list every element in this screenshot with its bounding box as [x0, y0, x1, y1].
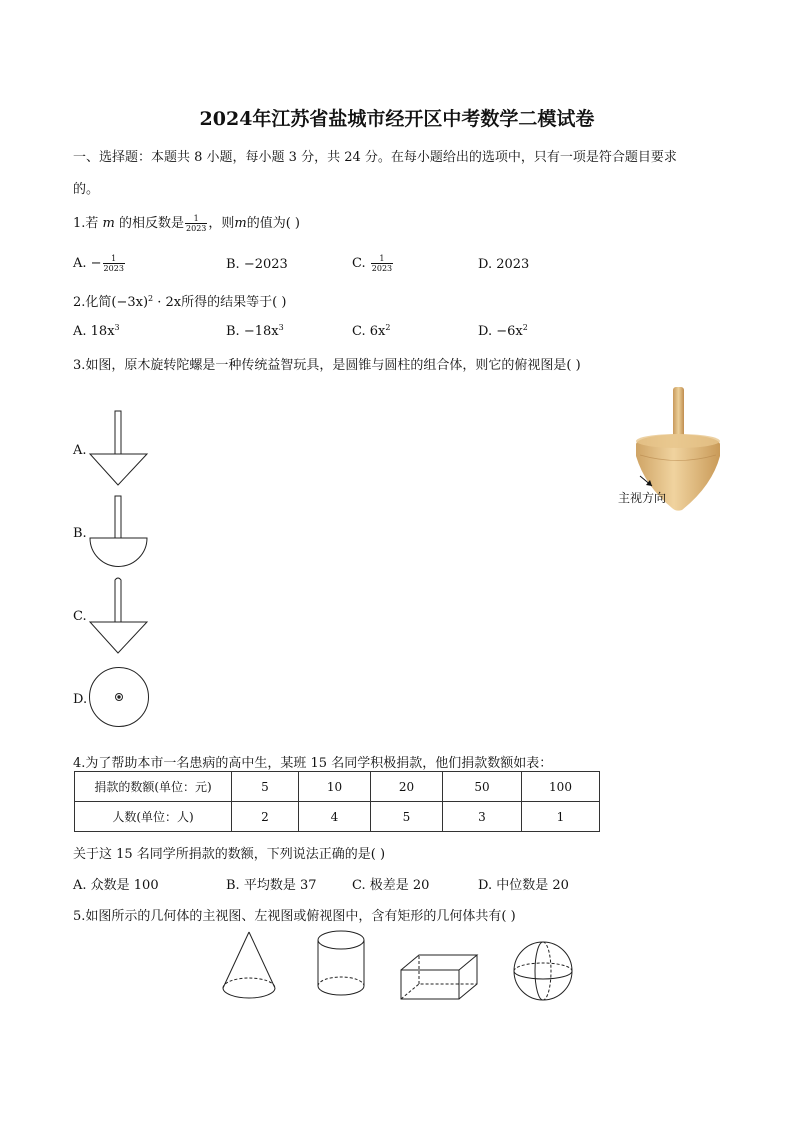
q1-option-a-label: A. −: [73, 256, 102, 271]
q3-option-c-label: C.: [73, 609, 87, 624]
table-cell: 2: [232, 802, 299, 832]
table-cell: 5: [371, 802, 443, 832]
q2-option-c-exp: 2: [385, 323, 391, 332]
q4-option-b: B. 平均数是 37: [226, 878, 317, 893]
q5-cuboid-side: [459, 955, 477, 999]
q2-option-d-exp: 2: [522, 323, 528, 332]
q5-sphere-equator-front: [514, 971, 572, 979]
q2-option-d-text: D. −6x: [478, 324, 523, 339]
table-cell: 10: [299, 772, 371, 802]
q3-figure-b-stem: [115, 496, 121, 538]
spinning-top-top-face: [636, 434, 720, 448]
q2-option-a-text: A. 18x: [73, 324, 115, 339]
table-cell: 50: [443, 772, 522, 802]
q3-option-a-label: A.: [73, 443, 87, 458]
q1-prefix: 1.若: [73, 216, 103, 231]
q3-figure-d-dot: [118, 696, 120, 698]
q3-figure-c-cone: [90, 622, 147, 653]
q3-figure-d: [90, 668, 149, 727]
q5-cone: [223, 932, 275, 998]
q1-option-c-num: 1: [371, 254, 393, 264]
q1-option-a-den: 2023: [103, 264, 124, 273]
q2-stem-b: · 2x所得的结果等于( ): [153, 295, 287, 310]
q5-cone-base-front: [223, 988, 275, 998]
q5-sphere-meridian-back: [543, 942, 551, 1000]
page-title: 2024年江苏省盐城市经开区中考数学二模试卷: [199, 108, 595, 130]
q5-sphere-meridian-front: [535, 942, 543, 1000]
q5-stem: 5.如图所示的几何体的主视图、左视图或俯视图中，含有矩形的几何体共有( ): [73, 909, 516, 924]
q4-option-c: C. 极差是 20: [352, 878, 430, 893]
q1-option-c-den: 2023: [371, 264, 393, 273]
q3-figure-c-stem: [115, 578, 121, 622]
q2-option-a-exp: 3: [114, 323, 120, 332]
q5-cylinder-base-front: [318, 986, 364, 995]
q4-stem: 4.为了帮助本市一名患病的高中生，某班 15 名同学积极捐款，他们捐款数额如表：: [73, 756, 553, 771]
q5-cylinder-base-back: [318, 977, 364, 986]
q1-frac-num: 1: [185, 214, 207, 224]
q2-stem-a: 2.化简(−3x): [73, 295, 149, 310]
spinning-top-stem: [673, 387, 684, 442]
q3-figure-a-cone: [90, 454, 147, 485]
q2-stem-exp: 2: [148, 294, 154, 303]
table-row: [75, 802, 600, 832]
q5-cuboid-front: [401, 970, 459, 999]
table-cell: 5: [232, 772, 299, 802]
q1-option-d: D. 2023: [478, 257, 530, 272]
q1-option-b: B. −2023: [226, 257, 288, 272]
section-heading: 一、选择题：本题共 8 小题，每小题 3 分，共 24 分。在每小题给出的选项中，只有一项是符合题目要求: [73, 150, 677, 165]
q4-question: 关于这 15 名同学所捐款的数额，下列说法正确的是( ): [73, 847, 386, 862]
q3-figure-c: [90, 578, 147, 653]
table-cell: 1: [522, 802, 600, 832]
q5-cuboid-hidden: [401, 955, 477, 999]
table-header-cell: 捐款的数额(单位：元): [75, 772, 232, 802]
q3-option-d-label: D.: [73, 692, 88, 707]
q4-option-a: A. 众数是 100: [73, 878, 159, 893]
donation-table: [74, 771, 600, 832]
q5-cuboid-top: [401, 955, 477, 970]
q5-sphere-equator-back: [514, 963, 572, 971]
q3-stem: 3.如图，原木旋转陀螺是一种传统益智玩具，是圆锥与圆柱的组合体，则它的俯视图是( ): [73, 358, 581, 373]
table-cell: 20: [371, 772, 443, 802]
table-row: [75, 772, 600, 802]
q1-var2: m: [234, 216, 247, 231]
table-cell: 100: [522, 772, 600, 802]
q3-figure-a: [90, 411, 147, 485]
q2-option-b-exp: 3: [278, 323, 284, 332]
q1-mid: 的相反数是: [114, 216, 185, 231]
q3-figure-a-stem: [115, 411, 121, 454]
table-header-cell: 人数(单位：人): [75, 802, 232, 832]
q1-suffix-b: 的值为( ): [246, 216, 300, 231]
q3-figure-b: [90, 496, 147, 566]
q5-cylinder-top: [318, 931, 364, 949]
q5-cone-base-back: [223, 978, 275, 988]
photo-caption: 主视方向: [618, 491, 667, 505]
q5-sphere-outline: [514, 942, 572, 1000]
table-cell: 4: [299, 802, 371, 832]
q3-figure-b-half: [90, 538, 147, 566]
q2-option-b-text: B. −18x: [226, 324, 279, 339]
q1-option-c-label: C.: [352, 256, 366, 271]
q1-frac-den: 2023: [186, 224, 207, 233]
q5-cylinder: [318, 931, 364, 995]
q3-option-b-label: B.: [73, 526, 87, 541]
q2-option-c-text: C. 6x: [352, 324, 386, 339]
q1-suffix-a: ，则: [208, 216, 235, 231]
q1-var: m: [102, 216, 115, 231]
q1-option-a-num: 1: [103, 254, 125, 264]
q5-cuboid: [401, 955, 477, 999]
table-cell: 3: [443, 802, 522, 832]
q4-option-d: D. 中位数是 20: [478, 878, 569, 893]
section-heading-cont: 的。: [73, 182, 100, 197]
q5-sphere: [514, 942, 572, 1000]
